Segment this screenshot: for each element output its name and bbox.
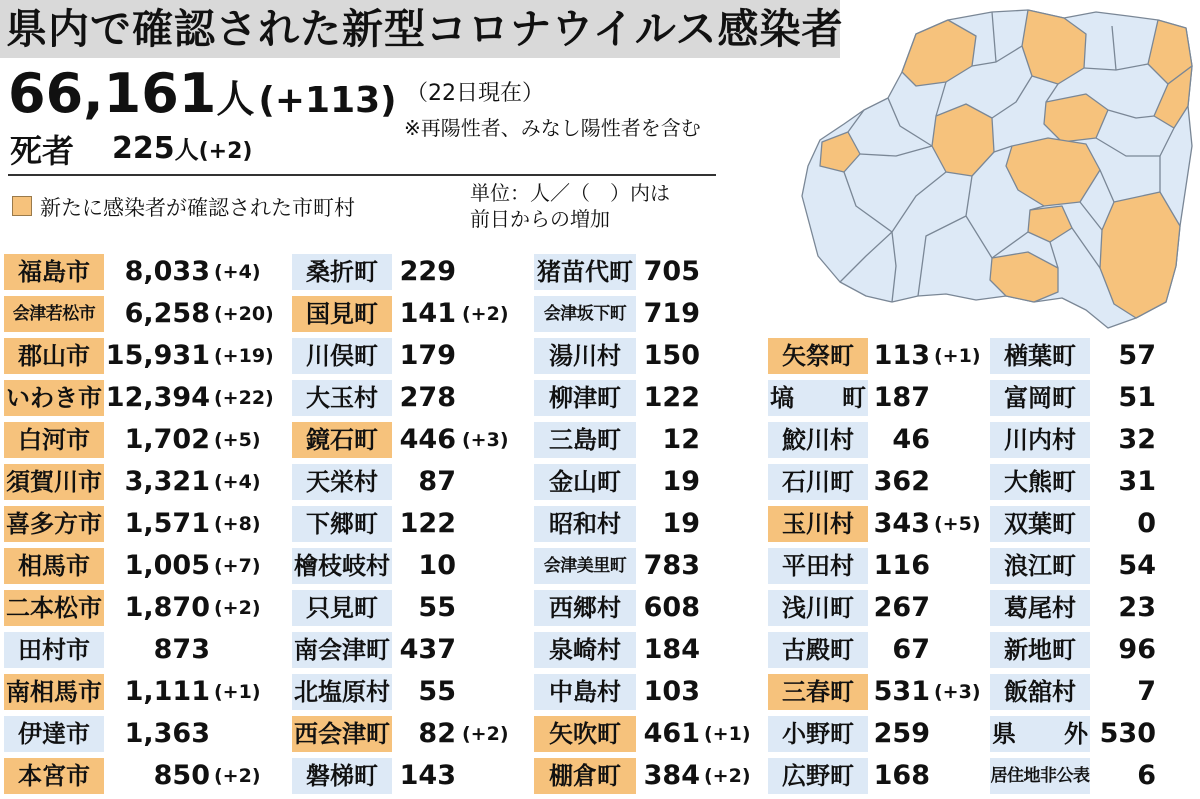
municipality-name: 居住地非公表 bbox=[990, 758, 1090, 794]
case-count: 229 bbox=[399, 256, 456, 287]
deaths-unit: 人 bbox=[174, 136, 199, 164]
case-count: 54 bbox=[1118, 550, 1156, 581]
case-delta: (+19) bbox=[214, 345, 274, 367]
municipality-name: 浅川町 bbox=[768, 590, 868, 626]
case-count: 143 bbox=[399, 760, 456, 791]
municipality-name: 下郷町 bbox=[292, 506, 392, 542]
municipality-name: 田村市 bbox=[4, 632, 104, 668]
municipality-name: 南相馬市 bbox=[4, 674, 104, 710]
case-count: 55 bbox=[418, 592, 456, 623]
municipality-name: 北塩原村 bbox=[292, 674, 392, 710]
municipality-name: 柳津町 bbox=[534, 380, 636, 416]
case-count: 116 bbox=[873, 550, 930, 581]
case-count: 384 bbox=[643, 760, 700, 791]
case-count: 437 bbox=[399, 634, 456, 665]
municipality-name: 西郷村 bbox=[534, 590, 636, 626]
municipality-name: 棚倉町 bbox=[534, 758, 636, 794]
unit-note-line1: 単位：人／（ ）内は bbox=[470, 181, 670, 205]
municipality-name: 石川町 bbox=[768, 464, 868, 500]
municipality-name: 塙 町 bbox=[768, 380, 868, 416]
municipality-name: 天栄村 bbox=[292, 464, 392, 500]
municipality-name: 猪苗代町 bbox=[534, 254, 636, 290]
case-count: 6,258 bbox=[124, 298, 210, 329]
municipality-name: 浪江町 bbox=[990, 548, 1090, 584]
case-count: 6 bbox=[1137, 760, 1156, 791]
case-count: 141 bbox=[399, 298, 456, 329]
case-count: 12,394 bbox=[105, 382, 210, 413]
municipality-name: 白河市 bbox=[4, 422, 104, 458]
municipality-name: 金山町 bbox=[534, 464, 636, 500]
case-delta: (+2) bbox=[214, 597, 261, 619]
municipality-name: 大玉村 bbox=[292, 380, 392, 416]
case-count: 67 bbox=[892, 634, 930, 665]
municipality-name: 新地町 bbox=[990, 632, 1090, 668]
case-count: 51 bbox=[1118, 382, 1156, 413]
case-delta: (+20) bbox=[214, 303, 274, 325]
case-delta: (+3) bbox=[934, 681, 981, 703]
municipality-name: 川内村 bbox=[990, 422, 1090, 458]
municipality-name: 大熊町 bbox=[990, 464, 1090, 500]
case-count: 719 bbox=[643, 298, 700, 329]
municipality-name: 三春町 bbox=[768, 674, 868, 710]
municipality-name: 郡山市 bbox=[4, 338, 104, 374]
municipality-name: 矢吹町 bbox=[534, 716, 636, 752]
municipality-name: 鮫川村 bbox=[768, 422, 868, 458]
municipality-name: 南会津町 bbox=[292, 632, 392, 668]
case-count: 446 bbox=[399, 424, 456, 455]
municipality-name: 平田村 bbox=[768, 548, 868, 584]
deaths-value bbox=[112, 130, 252, 166]
case-count: 8,033 bbox=[124, 256, 210, 287]
case-count: 168 bbox=[873, 760, 930, 791]
map-region-iwaki bbox=[1100, 192, 1180, 318]
case-delta: (+1) bbox=[214, 681, 261, 703]
case-count: 57 bbox=[1118, 340, 1156, 371]
case-count: 19 bbox=[662, 466, 700, 497]
municipality-name: 楢葉町 bbox=[990, 338, 1090, 374]
municipality-name: 西会津町 bbox=[292, 716, 392, 752]
municipality-name: 県 外 bbox=[990, 716, 1090, 752]
case-count: 0 bbox=[1137, 508, 1156, 539]
deaths-delta: (+2) bbox=[198, 139, 253, 164]
divider bbox=[8, 174, 716, 176]
case-count: 531 bbox=[873, 676, 930, 707]
case-count: 783 bbox=[643, 550, 700, 581]
municipality-name: 会津若松市 bbox=[4, 296, 104, 332]
fukushima-map bbox=[796, 6, 1196, 336]
case-count: 1,870 bbox=[124, 592, 210, 623]
municipality-name: 国見町 bbox=[292, 296, 392, 332]
municipality-name: 須賀川市 bbox=[4, 464, 104, 500]
case-count: 19 bbox=[662, 508, 700, 539]
municipality-name: 本宮市 bbox=[4, 758, 104, 794]
municipality-name: 広野町 bbox=[768, 758, 868, 794]
unit-note bbox=[470, 180, 670, 232]
case-count: 103 bbox=[643, 676, 700, 707]
case-delta: (+3) bbox=[462, 429, 509, 451]
municipality-name: 鏡石町 bbox=[292, 422, 392, 458]
case-count: 96 bbox=[1118, 634, 1156, 665]
case-count: 122 bbox=[399, 508, 456, 539]
case-count: 850 bbox=[153, 760, 210, 791]
case-count: 46 bbox=[892, 424, 930, 455]
case-delta: (+1) bbox=[704, 723, 751, 745]
case-count: 12 bbox=[662, 424, 700, 455]
municipality-name: 三島町 bbox=[534, 422, 636, 458]
municipality-name: 桑折町 bbox=[292, 254, 392, 290]
municipality-name: 伊達市 bbox=[4, 716, 104, 752]
case-count: 1,571 bbox=[124, 508, 210, 539]
inclusion-note: ※再陽性者、みなし陽性者を含む bbox=[404, 116, 701, 140]
case-delta: (+2) bbox=[704, 765, 751, 787]
legend-swatch bbox=[12, 196, 32, 216]
page-title: 県内で確認された新型コロナウイルス感染者 bbox=[6, 5, 844, 53]
case-count: 1,702 bbox=[124, 424, 210, 455]
case-count: 705 bbox=[643, 256, 700, 287]
case-count: 15,931 bbox=[105, 340, 210, 371]
municipality-name: 二本松市 bbox=[4, 590, 104, 626]
case-count: 184 bbox=[643, 634, 700, 665]
case-count: 7 bbox=[1137, 676, 1156, 707]
case-count: 122 bbox=[643, 382, 700, 413]
legend-label: 新たに感染者が確認された市町村 bbox=[40, 196, 355, 220]
case-count: 278 bbox=[399, 382, 456, 413]
municipality-name: 中島村 bbox=[534, 674, 636, 710]
total-cases bbox=[8, 62, 397, 125]
case-count: 873 bbox=[153, 634, 210, 665]
case-count: 608 bbox=[643, 592, 700, 623]
case-count: 113 bbox=[873, 340, 930, 371]
case-count: 461 bbox=[643, 718, 700, 749]
case-count: 267 bbox=[873, 592, 930, 623]
case-delta: (+22) bbox=[214, 387, 274, 409]
case-delta: (+2) bbox=[214, 765, 261, 787]
municipality-name: いわき市 bbox=[4, 380, 104, 416]
municipality-name: 葛尾村 bbox=[990, 590, 1090, 626]
case-count: 3,321 bbox=[124, 466, 210, 497]
total-cases-delta: (+113) bbox=[258, 80, 397, 121]
municipality-name: 福島市 bbox=[4, 254, 104, 290]
case-count: 150 bbox=[643, 340, 700, 371]
total-cases-unit: 人 bbox=[216, 77, 255, 121]
deaths-count: 225 bbox=[112, 131, 175, 166]
municipality-name: 昭和村 bbox=[534, 506, 636, 542]
case-delta: (+1) bbox=[934, 345, 981, 367]
municipality-name: 双葉町 bbox=[990, 506, 1090, 542]
municipality-name: 会津美里町 bbox=[534, 548, 636, 584]
case-delta: (+2) bbox=[462, 303, 509, 325]
municipality-name: 湯川村 bbox=[534, 338, 636, 374]
municipality-name: 矢祭町 bbox=[768, 338, 868, 374]
municipality-name: 会津坂下町 bbox=[534, 296, 636, 332]
case-delta: (+7) bbox=[214, 555, 261, 577]
case-count: 10 bbox=[418, 550, 456, 581]
case-count: 1,363 bbox=[124, 718, 210, 749]
deaths-label: 死者 bbox=[10, 132, 75, 170]
case-delta: (+5) bbox=[214, 429, 261, 451]
case-count: 1,005 bbox=[124, 550, 210, 581]
case-count: 343 bbox=[873, 508, 930, 539]
case-count: 23 bbox=[1118, 592, 1156, 623]
as-of-date: （22日現在） bbox=[406, 81, 544, 106]
municipality-name: 玉川村 bbox=[768, 506, 868, 542]
municipality-name: 相馬市 bbox=[4, 548, 104, 584]
case-count: 530 bbox=[1099, 718, 1156, 749]
case-count: 187 bbox=[873, 382, 930, 413]
municipality-name: 磐梯町 bbox=[292, 758, 392, 794]
case-count: 259 bbox=[873, 718, 930, 749]
case-count: 31 bbox=[1118, 466, 1156, 497]
unit-note-line2: 前日からの増加 bbox=[470, 207, 610, 231]
municipality-name: 檜枝岐村 bbox=[292, 548, 392, 584]
municipality-name: 小野町 bbox=[768, 716, 868, 752]
case-delta: (+5) bbox=[934, 513, 981, 535]
municipality-name: 只見町 bbox=[292, 590, 392, 626]
case-count: 1,111 bbox=[124, 676, 210, 707]
municipality-name: 富岡町 bbox=[990, 380, 1090, 416]
case-count: 362 bbox=[873, 466, 930, 497]
case-count: 179 bbox=[399, 340, 456, 371]
case-delta: (+8) bbox=[214, 513, 261, 535]
municipality-name: 喜多方市 bbox=[4, 506, 104, 542]
case-count: 82 bbox=[418, 718, 456, 749]
municipality-name: 川俣町 bbox=[292, 338, 392, 374]
case-count: 87 bbox=[418, 466, 456, 497]
total-cases-value: 66,161 bbox=[8, 62, 217, 125]
case-delta: (+2) bbox=[462, 723, 509, 745]
case-delta: (+4) bbox=[214, 261, 261, 283]
case-count: 55 bbox=[418, 676, 456, 707]
case-count: 32 bbox=[1118, 424, 1156, 455]
municipality-name: 古殿町 bbox=[768, 632, 868, 668]
case-delta: (+4) bbox=[214, 471, 261, 493]
municipality-name: 泉崎村 bbox=[534, 632, 636, 668]
municipality-name: 飯舘村 bbox=[990, 674, 1090, 710]
